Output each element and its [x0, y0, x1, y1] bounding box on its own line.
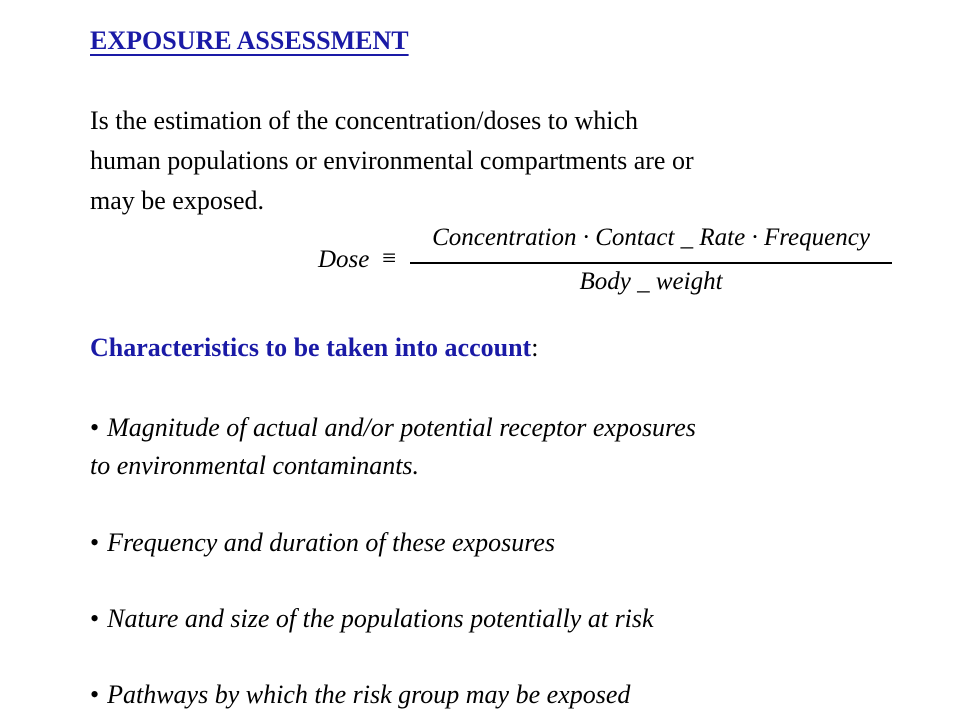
definition-line: human populations or environmental compartments are or	[90, 146, 694, 175]
bullet-glyph: •	[90, 604, 100, 633]
bullet-glyph: •	[90, 680, 100, 709]
dose-formula	[318, 226, 893, 298]
bullet-text: Magnitude of actual and/or potential receptor exposures	[107, 413, 696, 442]
bullet-text-continued: to environmental contaminants.	[90, 451, 420, 480]
formula-denominator: Body _ weight	[579, 268, 723, 295]
bullet-item	[90, 409, 696, 485]
characteristics-heading-colon: :	[531, 333, 539, 362]
definition-line: may be exposed.	[90, 186, 265, 215]
formula-numerator: Concentration · Contact _ Rate · Frequency	[432, 224, 870, 251]
bullet-glyph: •	[90, 413, 100, 442]
bullet-glyph: •	[90, 528, 100, 557]
bullet-text: Pathways by which the risk group may be exposed	[107, 680, 631, 709]
fraction-bar	[410, 262, 892, 264]
bullet-item	[90, 600, 654, 638]
characteristics-heading	[90, 333, 538, 363]
bullet-item	[90, 524, 555, 562]
slide-title: EXPOSURE ASSESSMENT	[90, 26, 409, 55]
bullet-item	[90, 676, 630, 714]
characteristics-heading-label: Characteristics to be taken into account	[90, 333, 532, 362]
formula-operator: ≡	[382, 245, 397, 272]
formula-lhs: Dose	[318, 246, 370, 273]
definition-line: Is the estimation of the concentration/doses to which	[90, 106, 639, 135]
definition-text	[90, 101, 850, 221]
bullet-text: Nature and size of the populations potentially at risk	[107, 604, 654, 633]
bullet-text: Frequency and duration of these exposures	[107, 528, 556, 557]
